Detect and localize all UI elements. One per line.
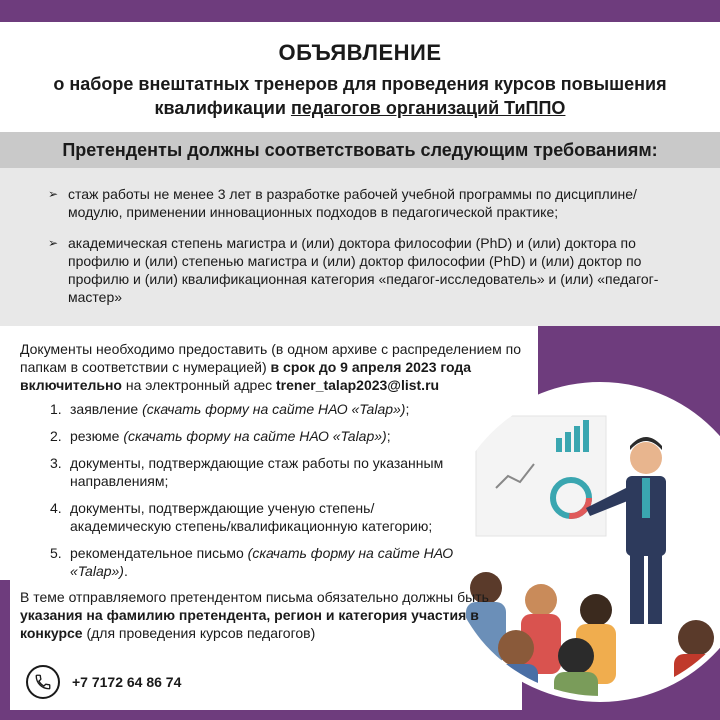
email-link[interactable]: trener_talap2023@list.ru <box>276 377 440 393</box>
list-tail: ; <box>386 428 391 444</box>
list-item <box>50 454 470 490</box>
list-text: рекомендательное письмо <box>70 545 248 561</box>
list-item <box>50 544 470 580</box>
phone-icon <box>26 665 60 699</box>
list-text: документы, подтверждающие стаж работы по указанным направлениям; <box>70 455 444 489</box>
requirements-heading: Претенденты должны соответствовать следующим требованиям: <box>0 132 720 168</box>
list-italic-note: (скачать форму на сайте НАО «Talap») <box>70 545 454 579</box>
subtitle-line-2 <box>0 96 720 120</box>
audience-head <box>558 638 594 674</box>
list-number: 2. <box>50 428 62 444</box>
documents-intro <box>20 340 532 394</box>
list-item <box>50 400 470 418</box>
phone-number[interactable]: +7 7172 64 86 74 <box>72 674 182 690</box>
list-number: 4. <box>50 500 62 516</box>
email-subject-note <box>20 588 520 642</box>
list-item <box>50 499 470 535</box>
documents-intro-a: Документы необходимо предоставить (в одном архиве с распределением по папкам в соответствии с нумерацией) <box>20 341 522 375</box>
top-purple-band <box>0 0 720 22</box>
presenter-head <box>630 442 662 474</box>
documents-list <box>50 400 470 589</box>
documents-intro-c: на электронный адрес <box>122 377 277 393</box>
requirements-list <box>0 168 720 326</box>
chart-bar-icon <box>556 438 562 452</box>
chart-bar-icon <box>574 426 580 452</box>
arrow-bullet-icon: ➢ <box>48 236 59 250</box>
list-number: 3. <box>50 455 62 471</box>
note-c: (для проведения курсов педагогов) <box>82 625 316 641</box>
page-subtitle <box>0 72 720 120</box>
audience-head <box>678 620 714 656</box>
arrow-bullet-icon: ➢ <box>48 187 59 201</box>
page-title: ОБЪЯВЛЕНИЕ <box>278 40 442 65</box>
list-number: 1. <box>50 401 62 417</box>
list-tail: ; <box>405 401 410 417</box>
subtitle-line-1: о наборе внештатных тренеров для проведения курсов повышения <box>53 74 667 94</box>
chart-bar-icon <box>583 420 589 452</box>
documents-deadline: в срок до 9 апреля 2023 года включительно <box>20 359 472 393</box>
chart-bar-icon <box>565 432 571 452</box>
audience-body <box>554 672 598 696</box>
phone-icon-svg <box>34 673 52 691</box>
list-text: заявление <box>70 401 143 417</box>
list-text: документы, подтверждающие ученую степень/ академическую степень/квалификационную категорию; <box>70 500 433 534</box>
presenter-illustration-svg <box>446 388 720 696</box>
requirement-item <box>48 234 680 306</box>
audience-head <box>580 594 612 626</box>
list-italic-note: (скачать форму на сайте НАО «Talap») <box>123 428 387 444</box>
requirement-text: стаж работы не менее 3 лет в разработке рабочей учебной программы по дисциплине/модулю, применении инновационных подходов в педагогической практике; <box>68 186 637 220</box>
requirement-item <box>48 185 680 221</box>
presenter-tie <box>642 478 650 518</box>
subtitle-line-2-a: квалификации <box>154 98 291 118</box>
list-text: резюме <box>70 428 124 444</box>
presenter-leg <box>630 554 644 624</box>
presenter-leg <box>648 554 662 624</box>
audience-head <box>525 584 557 616</box>
announcement-header <box>0 22 720 132</box>
note-b: указания на фамилию претендента, регион и категория участия в конкурсе <box>20 607 479 641</box>
list-italic-note: (скачать форму на сайте НАО «Talap») <box>142 401 406 417</box>
list-tail: . <box>123 563 128 579</box>
list-number: 5. <box>50 545 62 561</box>
requirement-text: академическая степень магистра и (или) доктора философии (PhD) и (или) доктора по профилю и (или) степенью магистра и (или) доктор философии (PhD) и (или) доктор по профилю и (или) квалификационная категория «педагог-исследователь» и (или) «педагог-мастер» <box>68 235 659 305</box>
list-item <box>50 427 470 445</box>
note-a: В теме отправляемого претендентом письма обязательно должны быть <box>20 589 489 605</box>
contact-phone <box>26 664 181 700</box>
subtitle-line-2-b: педагогов организаций ТиППО <box>290 98 566 118</box>
